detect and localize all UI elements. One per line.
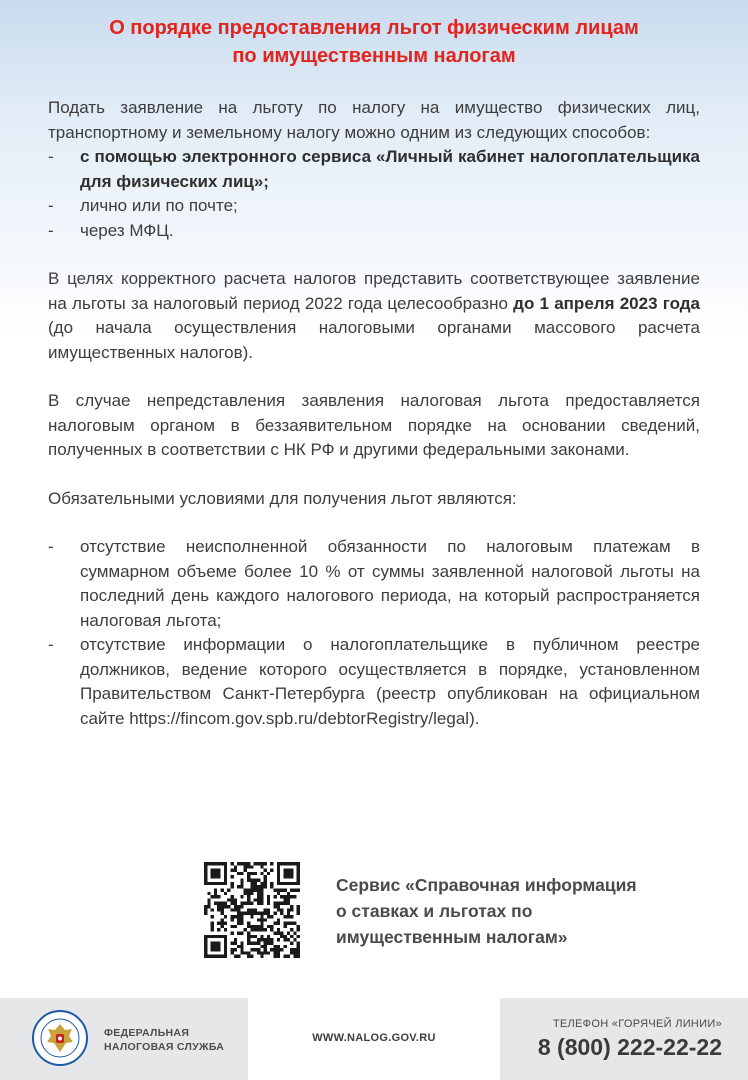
main-content <box>48 96 700 731</box>
list-dash: - <box>48 147 54 166</box>
title-line-1: О порядке предоставления льгот физическим лицам <box>109 17 639 39</box>
list-dash: - <box>48 537 54 556</box>
auto-benefit-paragraph: В случае непредставления заявления налоговая льгота предоставляется налоговым органом в беззаявительном порядке на основании сведений, полученных в соответствии с НК РФ и другими федеральными законами. <box>48 391 700 459</box>
title-line-2: по имущественным налогам <box>232 45 516 67</box>
organization-name <box>104 1026 224 1054</box>
service-line-3: имущественным налогам» <box>336 927 568 947</box>
org-line-1: ФЕДЕРАЛЬНАЯ <box>104 1027 190 1039</box>
deadline-text-after: (до начала осуществления налоговыми органами массового расчета имущественных налогов). <box>48 318 700 362</box>
condition-item-text: отсутствие информации о налогоплательщике в публичном реестре должников, ведение которого осуществляется в порядке, установленном Правительством Санкт-Петербурга (реестр опубликован на официальном сайте https://fincom.gov.spb.ru/debtorRegistry/legal). <box>80 635 700 728</box>
org-line-2: НАЛОГОВАЯ СЛУЖБА <box>104 1041 225 1053</box>
deadline-text-before: В целях корректного расчета налогов представить соответствующее заявление на льготы за налоговый период 2022 года целесообразно <box>48 269 700 313</box>
hotline-label: ТЕЛЕФОН «ГОРЯЧЕЙ ЛИНИИ» <box>552 1018 722 1030</box>
fns-emblem-icon <box>32 1010 88 1066</box>
condition-item-debt <box>48 535 700 633</box>
page-title <box>0 14 748 70</box>
website-link[interactable]: WWW.NALOG.GOV.RU <box>312 1032 436 1044</box>
intro-item-text: через МФЦ. <box>80 220 174 240</box>
condition-item-registry <box>48 633 700 731</box>
intro-item-text: с помощью электронного сервиса «Личный кабинет налогоплательщика для физических лиц»; <box>80 147 700 191</box>
intro-item-text: лично или по почте; <box>80 196 238 215</box>
deadline-date: до 1 апреля 2023 года <box>513 293 701 313</box>
list-dash: - <box>48 196 54 215</box>
intro-item-mail <box>48 194 700 219</box>
footer <box>0 998 748 1080</box>
qr-code-icon[interactable] <box>204 862 300 958</box>
conditions-heading: Обязательными условиями для получения льгот являются: <box>48 488 517 508</box>
list-dash: - <box>48 220 54 240</box>
hotline-phone[interactable]: 8 (800) 222-22-22 <box>537 1034 722 1060</box>
intro-text: Подать заявление на льготу по налогу на имущество физических лиц, транспортному и земельному налогу можно одним из следующих способов: <box>48 98 700 142</box>
intro-item-lk <box>48 145 700 194</box>
service-line-2: о ставках и льготах по <box>336 901 533 921</box>
deadline-paragraph <box>48 267 700 365</box>
list-dash: - <box>48 635 54 654</box>
service-line-1: Сервис «Справочная информация <box>336 875 637 895</box>
condition-item-text: отсутствие неисполненной обязанности по налоговым платежам в суммарном объеме более 10 % от суммы заявленной налоговой льготы на последний день каждого налогового периода, на который распространяется налоговая льгота; <box>80 537 700 630</box>
intro-item-mfc <box>48 219 700 244</box>
service-caption <box>336 872 676 950</box>
